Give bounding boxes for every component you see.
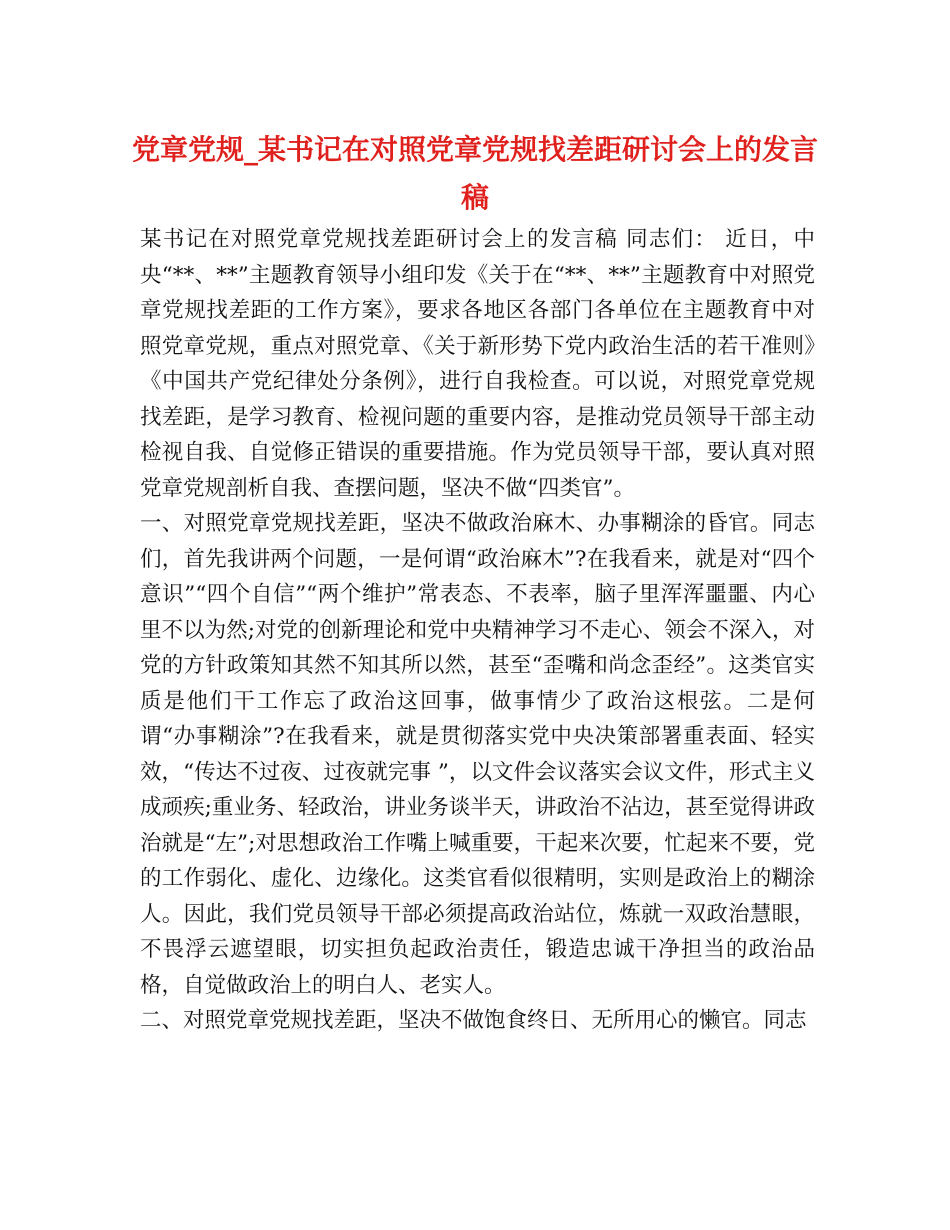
paragraph-section-two: 二、对照党章党规找差距，坚决不做饱食终日、无所用心的懒官。同志 [140,1008,807,1033]
paragraph-intro: 某书记在对照党章党规找差距研讨会上的发言稿 同志们： 近日，中央“**、**”主题教育领导小组印发《关于在“**、**”主题教育中对照党章党规找差距的工作方案》，要求各地区各部门各单位在主题教育中对照党章党规，重点对照党章、《关于新形势下党内政治生活的若干准则》《中国共产党纪律处分条例》，进行自我检查。可以说，对照党章党规找差距，是学习教育、检视问题的重要内容，是推动党员领导干部主动检视自我、自觉修正错误的重要措施。作为党员领导干部，要认真对照党章党规剖析自我、查摆问题，坚决不做“四类官”。 [140,227,815,501]
document-body [140,222,815,1039]
paragraph-section-one: 一、对照党章党规找差距，坚决不做政治麻木、办事糊涂的昏官。同志们，首先我讲两个问题，一是何谓“政治麻木”?在我看来，就是对“四个意识”“四个自信”“两个维护”常表态、不表率，脑子里浑浑噩噩、内心里不以为然;对党的创新理论和党中央精神学习不走心、领会不深入，对党的方针政策知其然不知其所以然，甚至“歪嘴和尚念歪经”。这类官实质是他们干工作忘了政治这回事，做事情少了政治这根弦。二是何谓“办事糊涂”?在我看来，就是贯彻落实党中央决策部署重表面、轻实效，“传达不过夜、过夜就完事 ”，以文件会议落实会议文件，形式主义成顽疾;重业务、轻政治，讲业务谈半天，讲政治不沾边，甚至觉得讲政治就是“左”;对思想政治工作嘴上喊重要，干起来次要，忙起来不要，党的工作弱化、虚化、边缘化。这类官看似很精明，实则是政治上的糊涂人。因此，我们党员领导干部必须提高政治站位，炼就一双政治慧眼，不畏浮云遮望眼，切实担负起政治责任，锻造忠诚干净担当的政治品格，自觉做政治上的明白人、老实人。 [140,511,815,998]
document-title: 党章党规_某书记在对照党章党规找差距研讨会上的发言稿 [131,133,818,214]
